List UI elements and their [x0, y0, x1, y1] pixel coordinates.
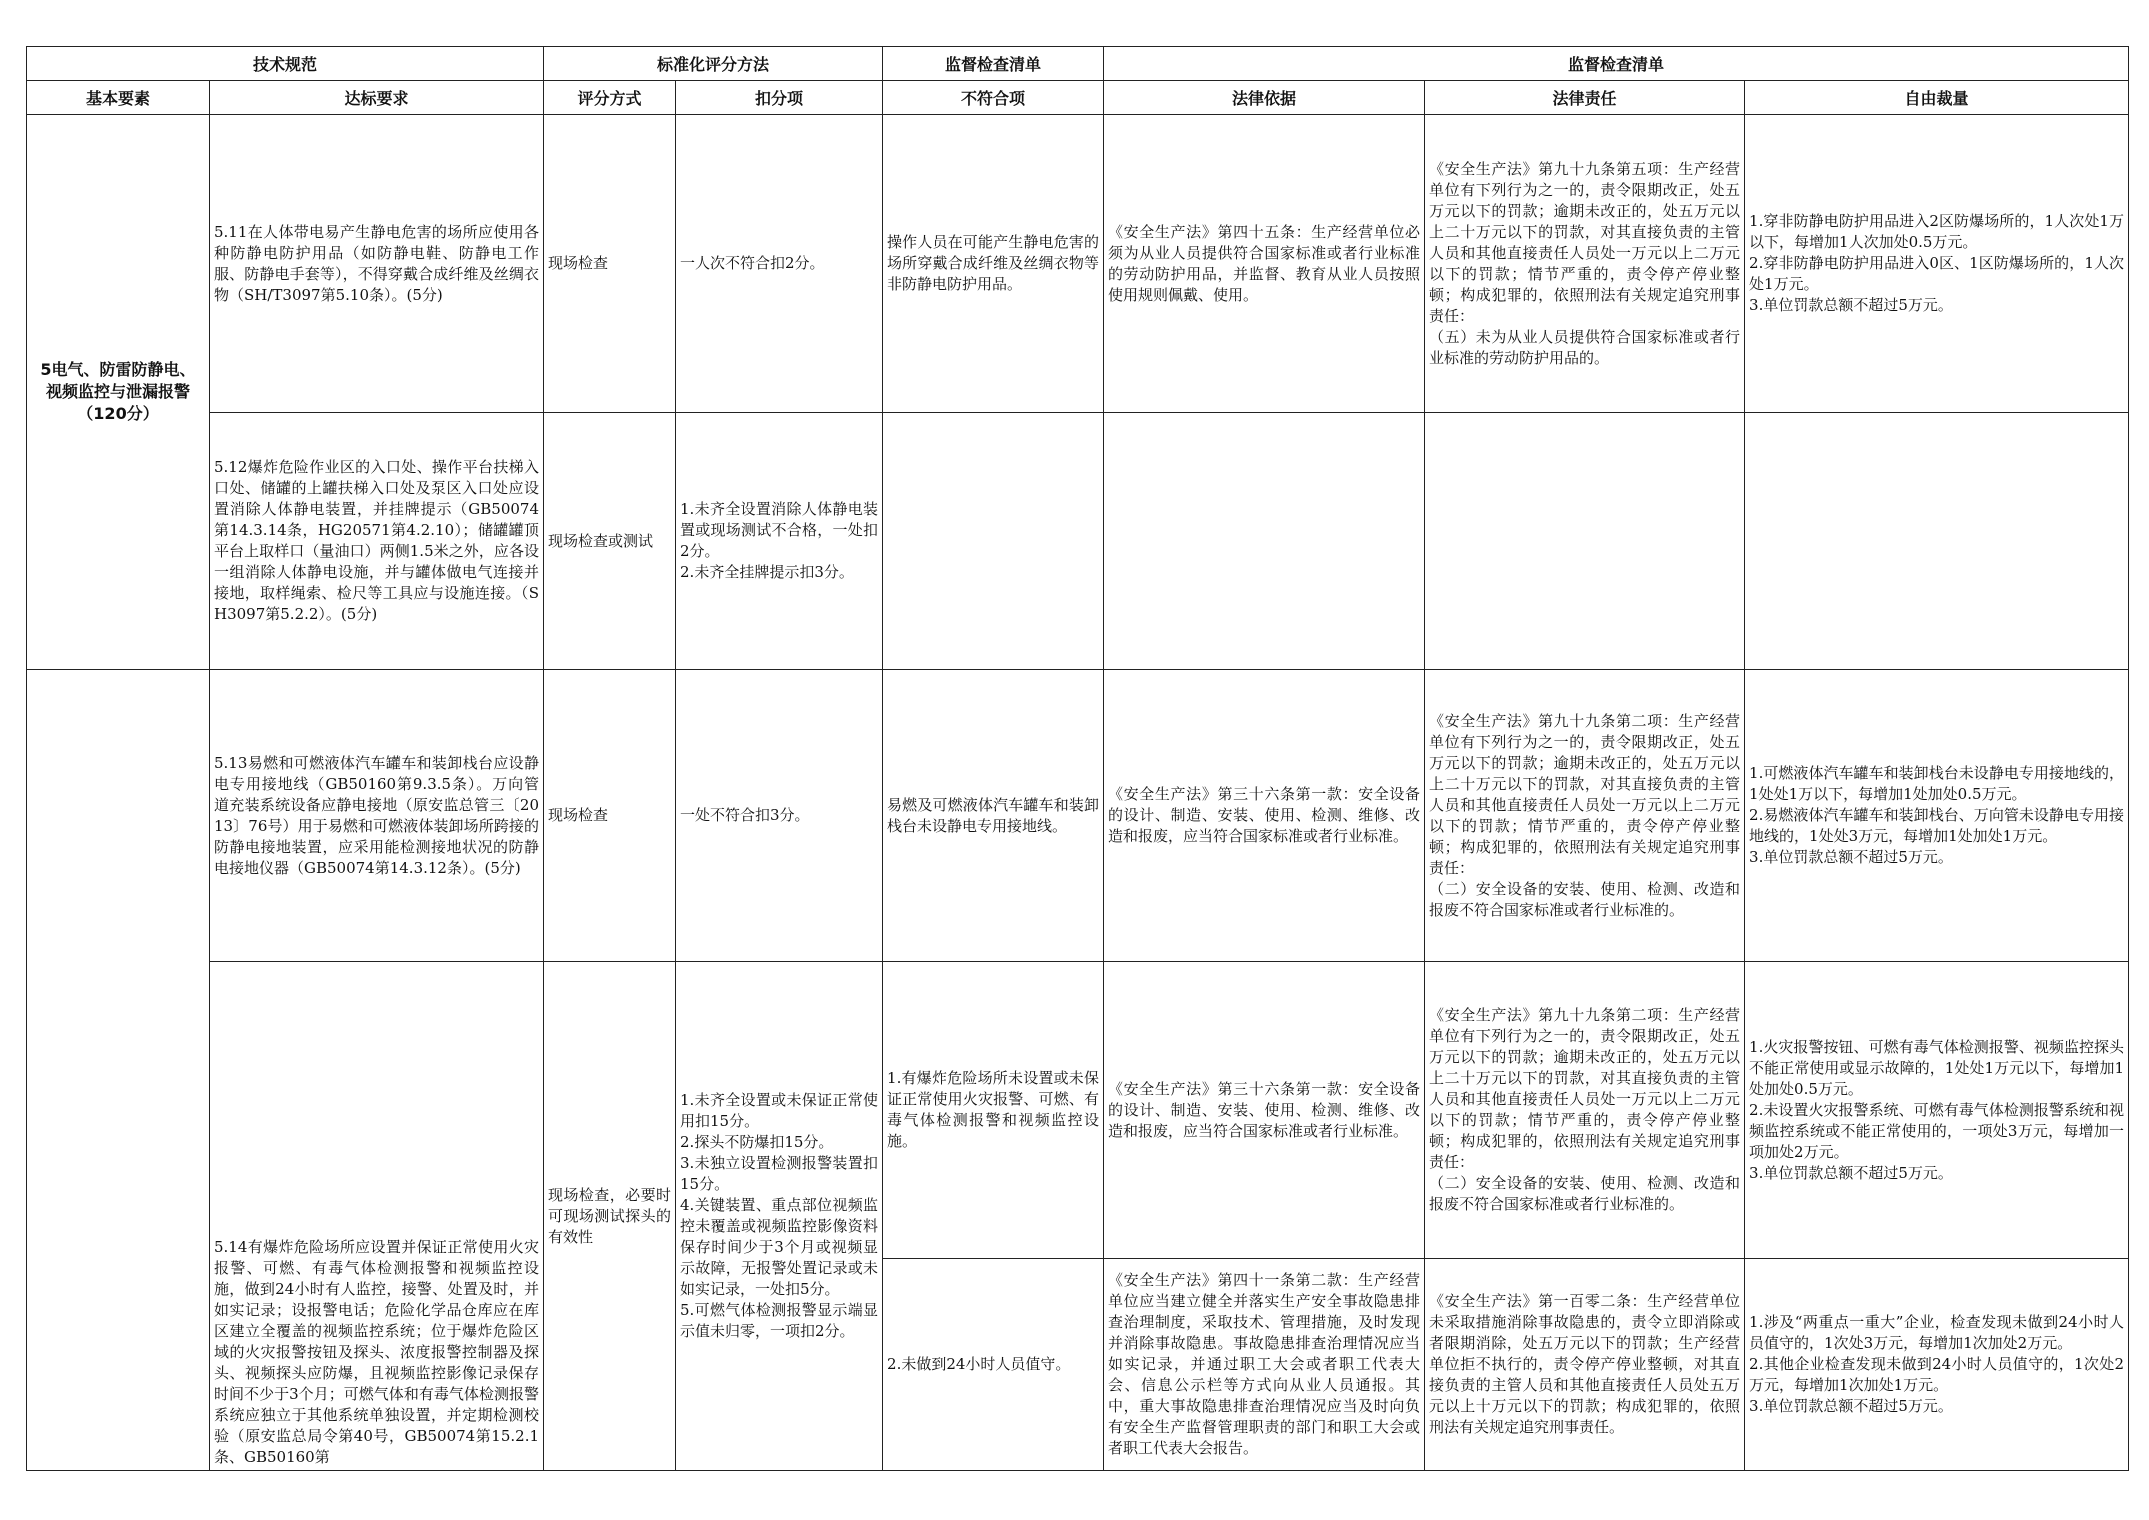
group-header-scoring: 标准化评分方法 [544, 47, 883, 81]
table-row [27, 670, 2129, 962]
requirement-cell: 5.14有爆炸危险场所应设置并保证正常使用火灾报警、可燃、有毒气体检测报警和视频监控设施，做到24小时有人监控，接警、处置及时，并如实记录；设报警电话；危险化学品仓库应在库区建立全覆盖的视频监控系统；位于爆炸危险区域的火灾报警按钮及探头、浓度报警控制器及探头、视频探头应防爆，且视频监控影像记录保存时间不少于3个月；可燃气体和有毒气体检测报警系统应独立于其他系统单独设置，并定期检测校验（原安监总局令第40号，GB50074第15.2.1条、GB50160第 [210, 962, 544, 1471]
col-header-discretion: 自由裁量 [1745, 81, 2129, 115]
deduction-cell: 一处不符合扣3分。 [676, 670, 883, 962]
nonconformity-cell: 1.有爆炸危险场所未设置或未保证正常使用火灾报警、可燃、有毒气体检测报警和视频监控设施。 [883, 962, 1104, 1259]
group-header-checklist-b: 监督检查清单 [1104, 47, 2129, 81]
requirement-cell: 5.11在人体带电易产生静电危害的场所应使用各种防静电防护用品（如防静电鞋、防静电工作服、防静电手套等），不得穿戴合成纤维及丝绸衣物（SH/T3097第5.10条）。(5分) [210, 115, 544, 413]
deduction-cell: 1.未齐全设置或未保证正常使用扣15分。 2.探头不防爆扣15分。 3.未独立设置检测报警装置扣15分。 4.关键装置、重点部位视频监控未覆盖或视频监控影像资料保存时间少于3个月或视频显示故障，无报警处置记录或未如实记录，一处扣5分。 5.可燃气体检测报警显示端显示值未归零，一项扣2分。 [676, 962, 883, 1471]
legal-basis-cell: 《安全生产法》第三十六条第一款：安全设备的设计、制造、安装、使用、检测、维修、改造和报废，应当符合国家标准或者行业标准。 [1104, 670, 1425, 962]
deduction-cell: 一人次不符合扣2分。 [676, 115, 883, 413]
table-row [27, 413, 2129, 670]
legal-basis-cell: 《安全生产法》第四十五条：生产经营单位必须为从业人员提供符合国家标准或者行业标准的劳动防护用品，并监督、教育从业人员按照使用规则佩戴、使用。 [1104, 115, 1425, 413]
inspection-table [26, 46, 2129, 1471]
nonconformity-cell: 2.未做到24小时人员值守。 [883, 1259, 1104, 1471]
liability-cell: 《安全生产法》第九十九条第二项：生产经营单位有下列行为之一的，责令限期改正，处五万元以下的罚款；逾期未改正的，处五万元以上二十万元以下的罚款，对其直接负责的主管人员和其他直接责任人员处一万元以上二万元以下的罚款；情节严重的，责令停产停业整顿；构成犯罪的，依照刑法有关规定追究刑事责任： （二）安全设备的安装、使用、检测、改造和报废不符合国家标准或者行业标准的。 [1425, 962, 1745, 1259]
method-cell: 现场检查，必要时可现场测试探头的有效性 [544, 962, 676, 1471]
col-header-element: 基本要素 [27, 81, 210, 115]
liability-cell: 《安全生产法》第一百零二条：生产经营单位未采取措施消除事故隐患的，责令立即消除或者限期消除，处五万元以下的罚款；生产经营单位拒不执行的，责令停产停业整顿，对其直接负责的主管人员和其他直接责任人员处五万元以上十万元以下的罚款；构成犯罪的，依照刑法有关规定追究刑事责任。 [1425, 1259, 1745, 1471]
liability-cell [1425, 413, 1745, 670]
discretion-cell: 1.穿非防静电防护用品进入2区防爆场所的，1人次处1万以下，每增加1人次加处0.5万元。 2.穿非防静电防护用品进入0区、1区防爆场所的，1人次处1万元。 3.单位罚款总额不超过5万元。 [1745, 115, 2129, 413]
table-row [27, 962, 2129, 1259]
element-cell [27, 115, 210, 670]
method-cell: 现场检查或测试 [544, 413, 676, 670]
element-cell-continued [27, 670, 210, 1471]
method-cell: 现场检查 [544, 670, 676, 962]
element-label: 5电气、防雷防静电、视频监控与泄漏报警（120分） [40, 360, 196, 423]
legal-basis-cell: 《安全生产法》第三十六条第一款：安全设备的设计、制造、安装、使用、检测、维修、改造和报废，应当符合国家标准或者行业标准。 [1104, 962, 1425, 1259]
discretion-cell: 1.涉及“两重点一重大”企业，检查发现未做到24小时人员值守的，1次处3万元，每增加1次加处2万元。 2.其他企业检查发现未做到24小时人员值守的，1次处2万元，每增加1次加处1万元。 3.单位罚款总额不超过5万元。 [1745, 1259, 2129, 1471]
discretion-cell [1745, 413, 2129, 670]
deduction-cell: 1.未齐全设置消除人体静电装置或现场测试不合格，一处扣2分。 2.未齐全挂牌提示扣3分。 [676, 413, 883, 670]
requirement-cell: 5.13易燃和可燃液体汽车罐车和装卸栈台应设静电专用接地线（GB50160第9.3.5条）。万向管道充装系统设备应静电接地（原安监总管三〔2013〕76号）用于易燃和可燃液体装卸场所跨接的防静电接地装置，应采用能检测接地状况的防静电接地仪器（GB50074第14.3.12条）。(5分) [210, 670, 544, 962]
liability-cell: 《安全生产法》第九十九条第五项：生产经营单位有下列行为之一的，责令限期改正，处五万元以下的罚款；逾期未改正的，处五万元以上二十万元以下的罚款，对其直接负责的主管人员和其他直接责任人员处一万元以上二万元以下的罚款；情节严重的，责令停产停业整顿；构成犯罪的，依照刑法有关规定追究刑事责任： （五）未为从业人员提供符合国家标准或者行业标准的劳动防护用品的。 [1425, 115, 1745, 413]
col-header-requirement: 达标要求 [210, 81, 544, 115]
group-header-row [27, 47, 2129, 81]
table-row [27, 115, 2129, 413]
group-header-checklist-a: 监督检查清单 [883, 47, 1104, 81]
col-header-deduction: 扣分项 [676, 81, 883, 115]
group-header-tech-spec: 技术规范 [27, 47, 544, 81]
discretion-cell: 1.可燃液体汽车罐车和装卸栈台未设静电专用接地线的，1处处1万以下，每增加1处加处0.5万元。 2.易燃液体汽车罐车和装卸栈台、万向管未设静电专用接地线的，1处处3万元，每增加1处加处1万元。 3.单位罚款总额不超过5万元。 [1745, 670, 2129, 962]
col-header-method: 评分方式 [544, 81, 676, 115]
legal-basis-cell [1104, 413, 1425, 670]
col-header-legal-basis: 法律依据 [1104, 81, 1425, 115]
liability-cell: 《安全生产法》第九十九条第二项：生产经营单位有下列行为之一的，责令限期改正，处五万元以下的罚款；逾期未改正的，处五万元以上二十万元以下的罚款，对其直接负责的主管人员和其他直接责任人员处一万元以上二万元以下的罚款；情节严重的，责令停产停业整顿；构成犯罪的，依照刑法有关规定追究刑事责任： （二）安全设备的安装、使用、检测、改造和报废不符合国家标准或者行业标准的。 [1425, 670, 1745, 962]
nonconformity-cell: 易燃及可燃液体汽车罐车和装卸栈台未设静电专用接地线。 [883, 670, 1104, 962]
legal-basis-cell: 《安全生产法》第四十一条第二款：生产经营单位应当建立健全并落实生产安全事故隐患排查治理制度，采取技术、管理措施，及时发现并消除事故隐患。事故隐患排查治理情况应当如实记录，并通过职工大会或者职工代表大会、信息公示栏等方式向从业人员通报。其中，重大事故隐患排查治理情况应当及时向负有安全生产监督管理职责的部门和职工大会或者职工代表大会报告。 [1104, 1259, 1425, 1471]
method-cell: 现场检查 [544, 115, 676, 413]
nonconformity-cell: 操作人员在可能产生静电危害的场所穿戴合成纤维及丝绸衣物等非防静电防护用品。 [883, 115, 1104, 413]
col-header-liability: 法律责任 [1425, 81, 1745, 115]
requirement-cell: 5.12爆炸危险作业区的入口处、操作平台扶梯入口处、储罐的上罐扶梯入口处及泵区入口处应设置消除人体静电装置，并挂牌提示（GB50074第14.3.14条，HG20571第4.2.10）；储罐罐顶平台上取样口（量油口）两侧1.5米之外，应各设一组消除人体静电设施，并与罐体做电气连接并接地，取样绳索、检尺等工具应与设施连接。（SH3097第5.2.2）。(5分) [210, 413, 544, 670]
discretion-cell: 1.火灾报警按钮、可燃有毒气体检测报警、视频监控探头不能正常使用或显示故障的，1处处1万元以下，每增加1处加处0.5万元。 2.未设置火灾报警系统、可燃有毒气体检测报警系统和视频监控系统或不能正常使用的，一项处3万元，每增加一项加处2万元。 3.单位罚款总额不超过5万元。 [1745, 962, 2129, 1259]
col-header-nonconformity: 不符合项 [883, 81, 1104, 115]
nonconformity-cell [883, 413, 1104, 670]
column-header-row [27, 81, 2129, 115]
